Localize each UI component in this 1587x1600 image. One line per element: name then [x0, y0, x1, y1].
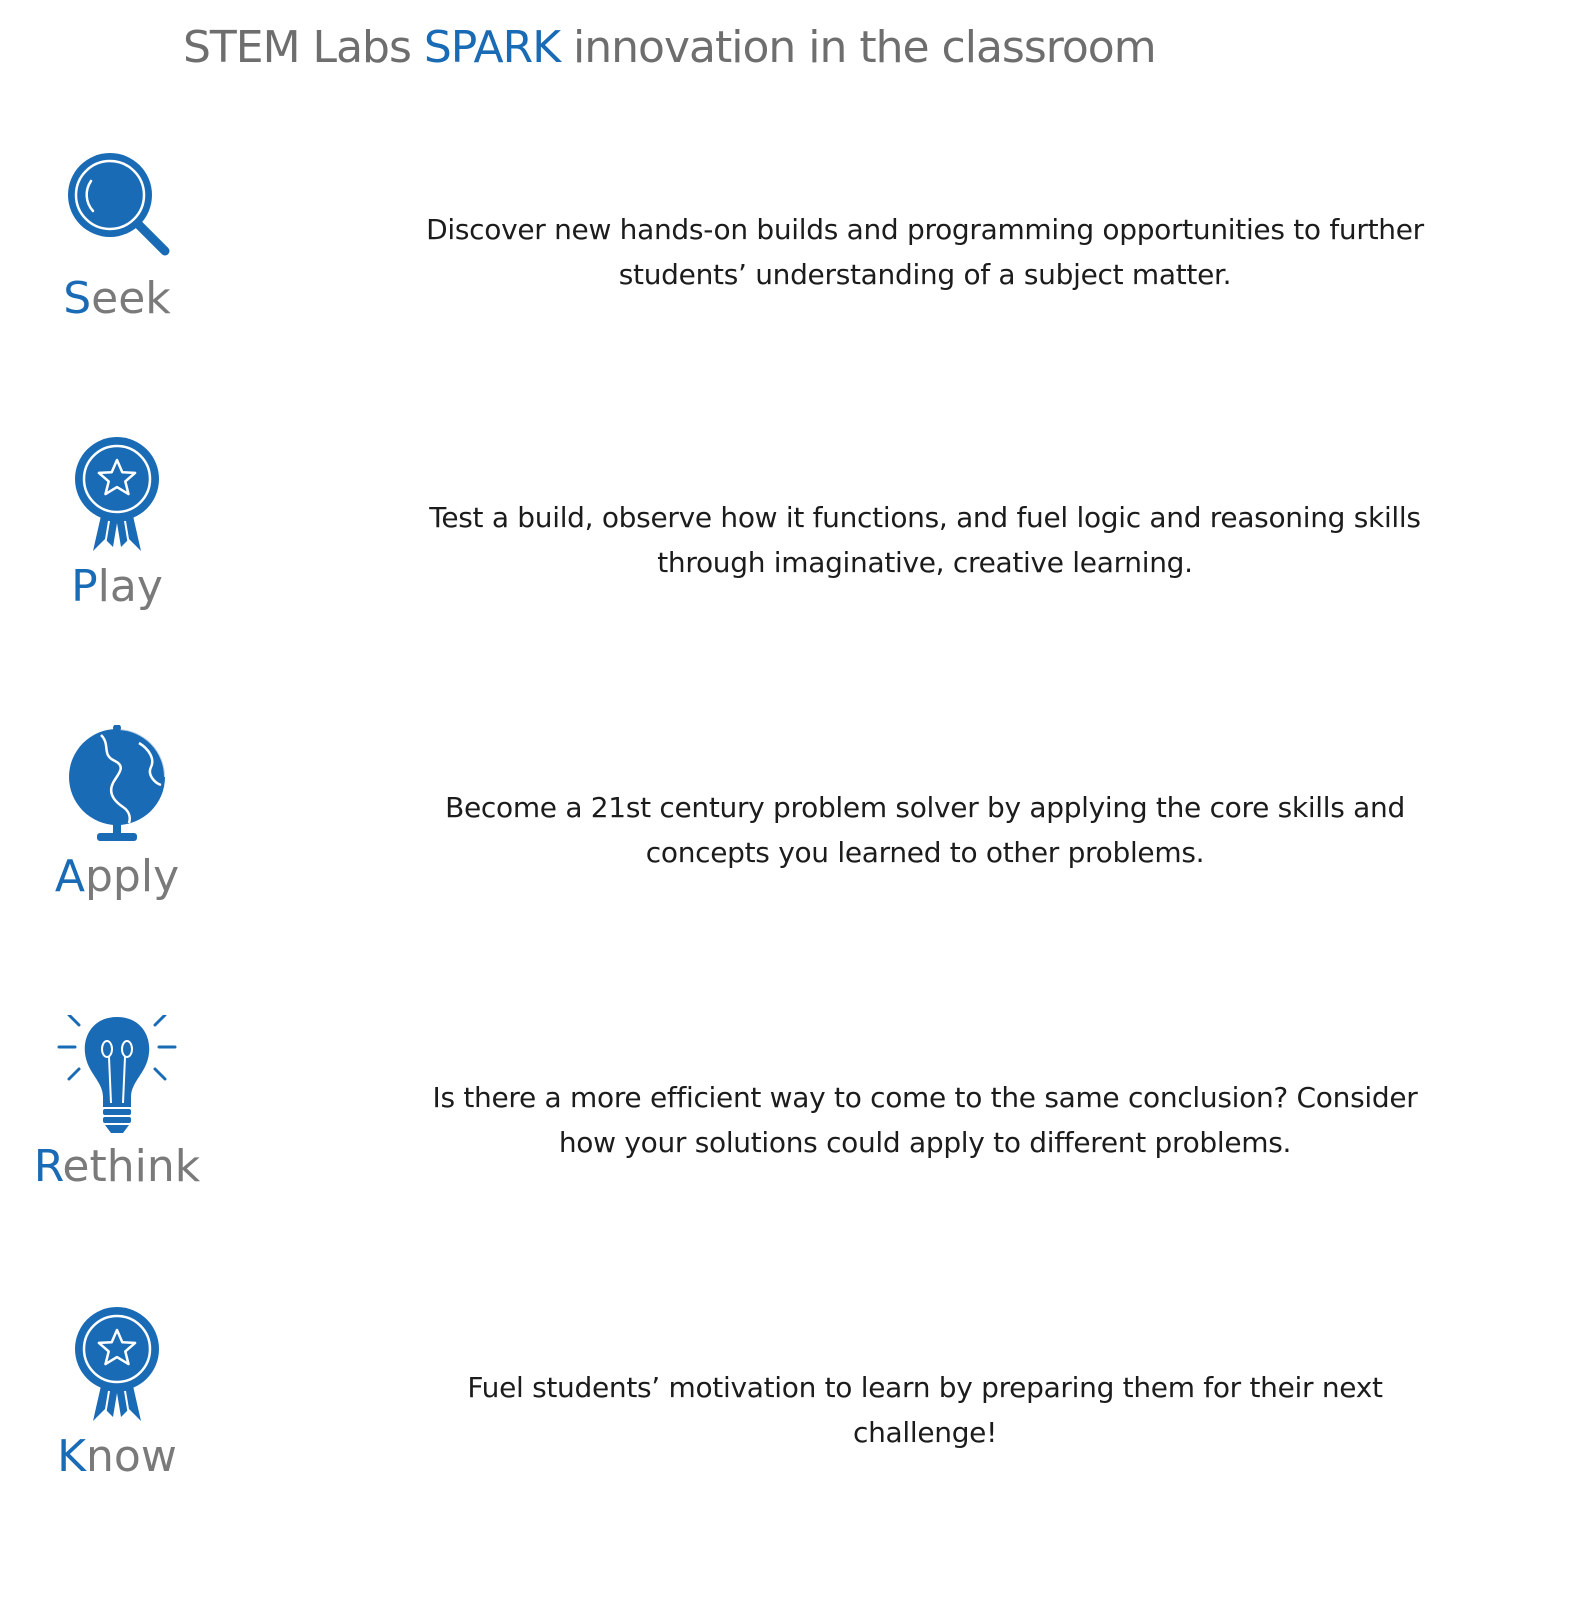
- step-label-rest: now: [86, 1431, 177, 1482]
- lightbulb-icon: [57, 1015, 177, 1135]
- step-label-initial: A: [54, 851, 85, 902]
- step-description: Discover new hands-on builds and programming opportunities to further students’ understanding of a subject matter.: [426, 213, 1424, 291]
- step-description: Fuel students’ motivation to learn by preparing them for their next challenge!: [467, 1371, 1383, 1449]
- step-description: Is there a more efficient way to come to the same conclusion? Consider how your solutions could apply to different problems.: [432, 1081, 1418, 1159]
- globe-icon: [57, 725, 177, 845]
- award-ribbon-icon: [57, 1305, 177, 1425]
- award-ribbon-icon: [57, 435, 177, 555]
- title-suffix: innovation in the classroom: [560, 22, 1156, 73]
- step-label-rest: eek: [91, 273, 171, 324]
- step-know: [0, 1305, 1587, 1545]
- step-apply: [0, 725, 1587, 965]
- title-accent: SPARK: [423, 22, 561, 73]
- step-play: [0, 435, 1587, 675]
- step-description: Become a 21st century problem solver by applying the core skills and concepts you learned to other problems.: [445, 791, 1405, 869]
- step-label-rest: lay: [97, 561, 163, 612]
- step-rethink: [0, 1015, 1587, 1255]
- step-label: [17, 849, 217, 905]
- magnifying-glass-icon: [57, 147, 177, 267]
- step-label-initial: K: [57, 1431, 87, 1482]
- step-label: [17, 559, 217, 615]
- step-label-rest: ethink: [62, 1141, 201, 1192]
- step-label: [17, 1429, 217, 1485]
- step-label-initial: S: [63, 273, 92, 324]
- page-title: [183, 18, 1156, 78]
- step-label-initial: P: [71, 561, 98, 612]
- step-label: [17, 1139, 217, 1195]
- step-label-initial: R: [33, 1141, 63, 1192]
- step-seek: [0, 147, 1587, 387]
- step-description: Test a build, observe how it functions, and fuel logic and reasoning skills through imaginative, creative learning.: [429, 501, 1421, 579]
- step-label: [17, 271, 217, 327]
- title-prefix: STEM Labs: [183, 22, 424, 73]
- step-label-rest: pply: [84, 851, 180, 902]
